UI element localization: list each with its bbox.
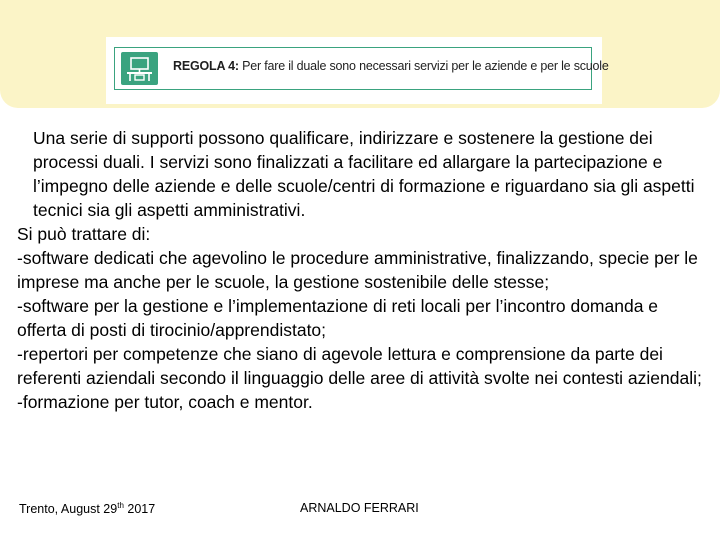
body-text	[17, 126, 707, 414]
list-item: -software dedicati che agevolino le procedure amministrative, finalizzando, specie per le imprese ma anche per le scuole, la gestione sostenibile delle stesse;	[17, 248, 698, 292]
intro-paragraph: Una serie di supporti possono qualificare, indirizzare e sostenere la gestione dei processi duali. I servizi sono finalizzati a facilitare ed allargare la partecipazione e l’impegno delle aziende e delle scuole/centri di formazione e riguardano sia gli aspetti tecnici sia gli aspetti amministrativi.	[33, 128, 695, 220]
list-intro: Si può trattare di:	[17, 224, 151, 244]
office-desk-icon	[121, 52, 158, 85]
list-item: -repertori per competenze che siano di agevole lettura e comprensione da parte dei referenti aziendali secondo il linguaggio delle aree di attività svolte nei contesti aziendali;	[17, 344, 702, 388]
rule-text: Per fare il duale sono necessari servizi per le aziende e per le scuole	[242, 59, 609, 73]
footer-date-prefix: Trento, August 29	[19, 502, 118, 517]
footer-author: ARNALDO FERRARI	[300, 501, 419, 515]
rule-banner-frame	[106, 37, 609, 104]
header-panel	[0, 0, 720, 108]
list-item: -formazione per tutor, coach e mentor.	[17, 392, 313, 412]
footer-date-sup: th	[117, 501, 124, 510]
rule-title	[173, 59, 609, 73]
rule-banner	[114, 47, 609, 90]
rule-label: REGOLA 4:	[173, 59, 239, 73]
footer-date	[19, 501, 155, 516]
list-item: -software per la gestione e l’implementazione di reti locali per l’incontro domanda e offerta di posti di tirocinio/apprendistato;	[17, 296, 659, 340]
footer-date-suffix: 2017	[123, 502, 156, 517]
